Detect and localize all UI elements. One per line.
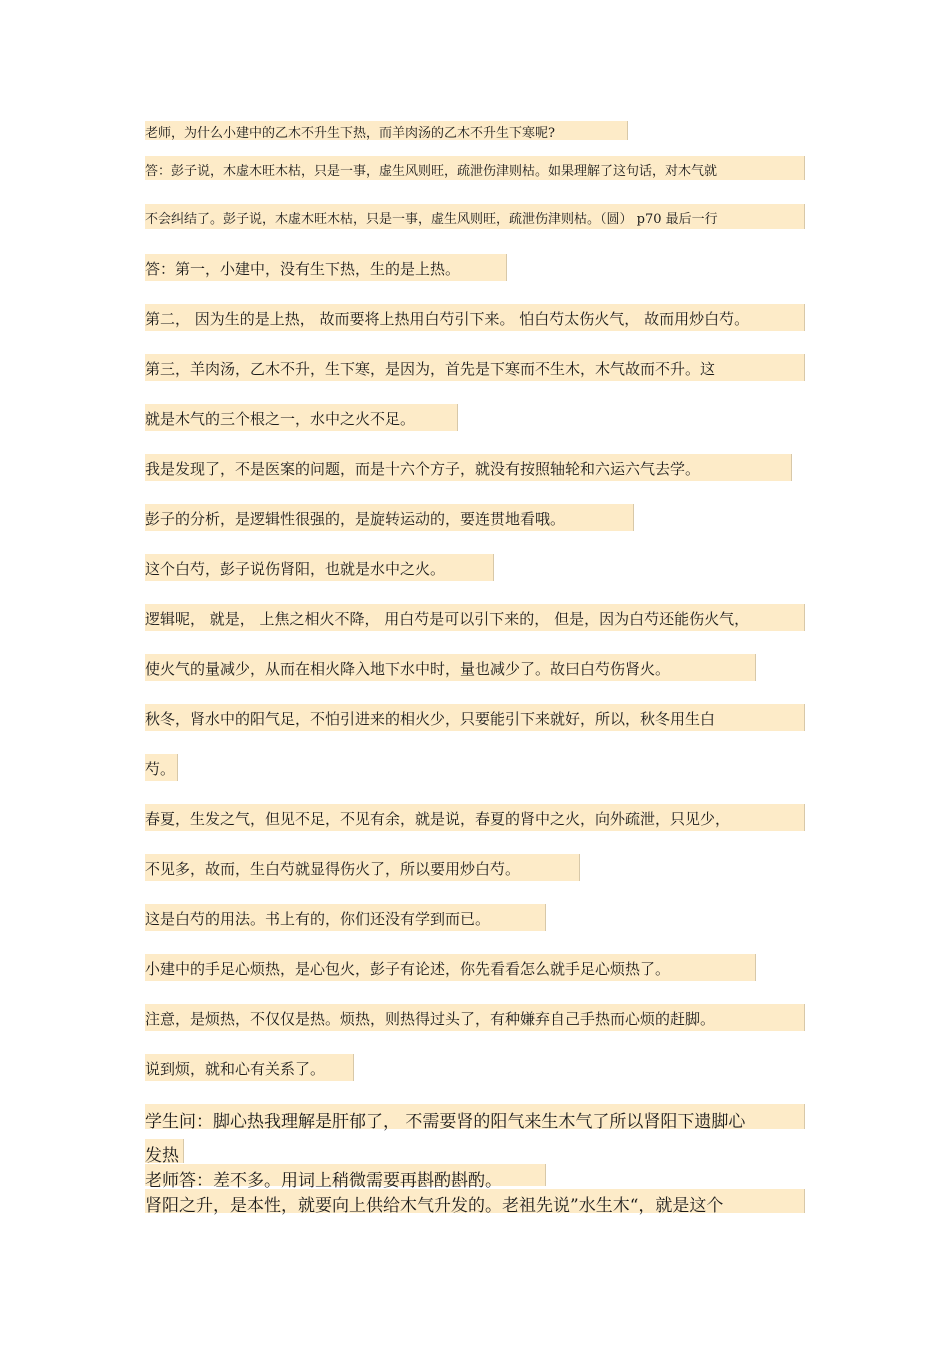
text-line: 答：第一，小建中，没有生下热，生的是上热。	[145, 260, 461, 278]
text-line: 这个白芍，彭子说伤肾阳，也就是水中之火。	[145, 560, 446, 578]
text-line: 彭子的分析，是逻辑性很强的，是旋转运动的，要连贯地看哦。	[145, 510, 566, 528]
text-line: 逻辑呢， 就是， 上焦之相火不降， 用白芍是可以引下来的， 但是，因为白芍还能伤火气，	[145, 610, 750, 628]
text-line: 小建中的手足心烦热，是心包火，彭子有论述，你先看看怎么就手足心烦热了。	[145, 960, 671, 978]
text-line: 芍。	[145, 760, 176, 778]
text-line: 不见多，故而，生白芍就显得伤火了，所以要用炒白芍。	[145, 860, 521, 878]
text-line: 使火气的量减少，从而在相火降入地下水中时，量也减少了。故曰白芍伤肾火。	[145, 660, 671, 678]
text-line: 老师，为什么小建中的乙木不升生下热，而羊肉汤的乙木不升生下寒呢?	[145, 126, 555, 141]
text-line: 说到烦，就和心有关系了。	[145, 1060, 326, 1078]
text-line: 第二， 因为生的是上热， 故而要将上热用白芍引下来。 怕白芍太伤火气， 故而用炒白芍。	[145, 310, 750, 328]
text-line: 发热	[145, 1146, 179, 1166]
text-line: 不会纠结了。彭子说，木虚木旺木枯，只是一事，虚生风则旺，疏泄伤津则枯。（圆） p70 最后一行	[145, 212, 718, 227]
text-line: 第三，羊肉汤，乙木不升，生下寒，是因为，首先是下寒而不生木，木气故而不升。这	[145, 360, 716, 378]
text-line: 老师答：差不多。用词上稍微需要再斟酌斟酌。	[145, 1171, 502, 1191]
text-line: 注意，是烦热，不仅仅是热。烦热，则热得过头了，有种嫌弃自己手热而心烦的赶脚。	[145, 1010, 716, 1028]
text-line: 肾阳之升，是本性，就要向上供给木气升发的。老祖先说”水生木“，就是这个	[145, 1196, 724, 1216]
text-line: 春夏，生发之气，但见不足，不见有余，就是说，春夏的肾中之火，向外疏泄，只见少，	[145, 810, 731, 828]
text-line: 秋冬，肾水中的阳气足，不怕引进来的相火少，只要能引下来就好，所以，秋冬用生白	[145, 710, 716, 728]
text-line: 这是白芍的用法。书上有的，你们还没有学到而已。	[145, 910, 491, 928]
text-line: 学生问：脚心热我理解是肝郁了， 不需要肾的阳气来生木气了所以肾阳下遗脚心	[145, 1112, 746, 1132]
text-line: 就是木气的三个根之一，水中之火不足。	[145, 410, 416, 428]
text-line: 我是发现了，不是医案的问题，而是十六个方子，就没有按照轴轮和六运六气去学。	[145, 460, 701, 478]
text-line: 答：彭子说，木虚木旺木枯，只是一事，虚生风则旺，疏泄伤津则枯。如果理解了这句话，对木气就	[145, 164, 718, 179]
